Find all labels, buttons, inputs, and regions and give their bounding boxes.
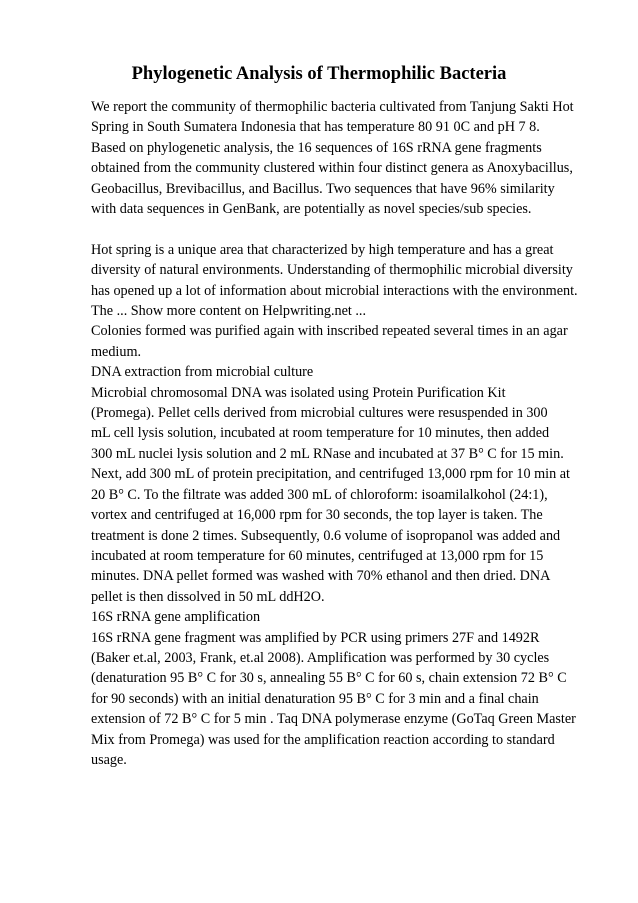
pcr-amplification-section bbox=[91, 607, 601, 770]
dna-line: 20 B° C. To the filtrate was added 300 mL of chloroform: isoamilalkohol (24:1), bbox=[91, 486, 548, 503]
dna-extraction-section bbox=[91, 362, 601, 607]
intro-paragraph bbox=[91, 240, 601, 322]
intro-line: Hot spring is a unique area that characterized by high temperature and has a great bbox=[91, 241, 554, 258]
abstract-line: with data sequences in GenBank, are potentially as novel species/sub species. bbox=[91, 201, 532, 218]
section-heading-pcr: 16S rRNA gene amplification bbox=[91, 609, 261, 626]
colonies-line: Colonies formed was purified again with inscribed repeated several times in an agar bbox=[91, 323, 568, 340]
abstract-line: Geobacillus, Brevibacillus, and Bacillus. Two sequences that have 96% similarity bbox=[91, 180, 555, 197]
pcr-line: Mix from Promega) was used for the amplification reaction according to standard bbox=[91, 731, 555, 748]
intro-line: has opened up a lot of information about microbial interactions with the environment. bbox=[91, 282, 578, 299]
dna-line: 300 mL nuclei lysis solution and 2 mL RNase and incubated at 37 B° C for 15 min. bbox=[91, 445, 564, 462]
abstract-line: obtained from the community clustered within four distinct genera as Anoxybacillus, bbox=[91, 160, 573, 177]
dna-line: minutes. DNA pellet formed was washed with 70% ethanol and then dried. DNA bbox=[91, 568, 551, 585]
dna-line: pellet is then dissolved in 50 mL ddH2O. bbox=[91, 588, 325, 605]
abstract-line: Based on phylogenetic analysis, the 16 sequences of 16S rRNA gene fragments bbox=[91, 139, 542, 156]
pcr-line: extension of 72 B° C for 5 min . Taq DNA polymerase enzyme (GoTaq Green Master bbox=[91, 711, 576, 728]
abstract-line: Spring in South Sumatera Indonesia that has temperature 80 91 0C and pH 7 8. bbox=[91, 119, 540, 136]
document-title: Phylogenetic Analysis of Thermophilic Bacteria bbox=[131, 64, 507, 84]
pcr-line: (denaturation 95 B° C for 30 s, annealing 55 B° C for 60 s, chain extension 72 B° C bbox=[91, 670, 567, 687]
dna-line: mL cell lysis solution, incubated at room temperature for 10 minutes, then added bbox=[91, 425, 550, 442]
paragraph-gap bbox=[91, 219, 601, 239]
abstract-paragraph bbox=[91, 97, 601, 219]
pcr-line: for 90 seconds) with an initial denaturation 95 B° C for 3 min and a final chain bbox=[91, 690, 539, 707]
abstract-line: We report the community of thermophilic bacteria cultivated from Tanjung Sakti Hot bbox=[91, 99, 574, 115]
dna-line: incubated at room temperature for 60 minutes, centrifuged at 13,000 rpm for 15 bbox=[91, 547, 544, 564]
dna-line: vortex and centrifuged at 16,000 rpm for 30 seconds, the top layer is taken. The bbox=[91, 507, 543, 524]
pcr-line: usage. bbox=[91, 751, 127, 768]
dna-line: Next, add 300 mL of protein precipitation, and centrifuged 13,000 rpm for 10 min at bbox=[91, 466, 570, 483]
colonies-line: medium. bbox=[91, 343, 142, 360]
pcr-line: 16S rRNA gene fragment was amplified by PCR using primers 27F and 1492R bbox=[91, 629, 540, 646]
document-body bbox=[91, 97, 601, 770]
dna-line: (Promega). Pellet cells derived from microbial cultures were resuspended in 300 bbox=[91, 405, 548, 422]
colonies-paragraph bbox=[91, 321, 601, 362]
section-heading-dna-extraction: DNA extraction from microbial culture bbox=[91, 364, 314, 381]
pcr-line: (Baker et.al, 2003, Frank, et.al 2008). Amplification was performed by 30 cycles bbox=[91, 649, 550, 666]
dna-line: Microbial chromosomal DNA was isolated using Protein Purification Kit bbox=[91, 384, 506, 401]
dna-line: treatment is done 2 times. Subsequently, 0.6 volume of isopropanol was added and bbox=[91, 527, 561, 544]
intro-line: The ... Show more content on Helpwriting.net ... bbox=[91, 303, 367, 320]
intro-line: diversity of natural environments. Understanding of thermophilic microbial diversity bbox=[91, 262, 573, 279]
